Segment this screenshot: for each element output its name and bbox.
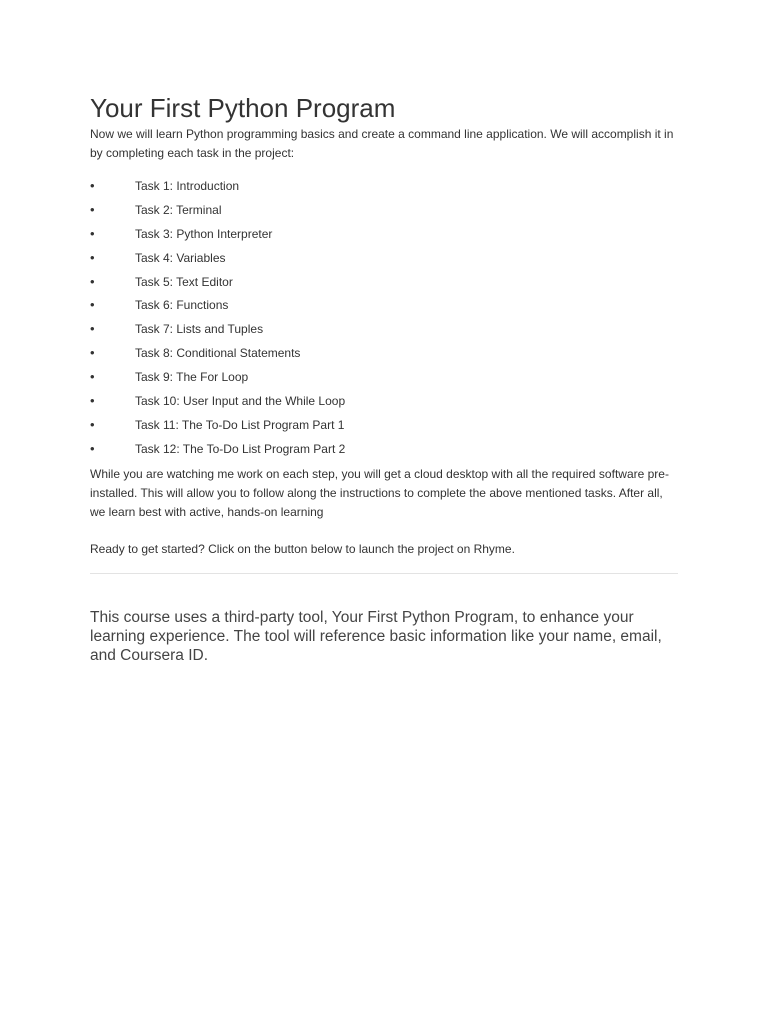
description-paragraph: While you are watching me work on each step, you will get a cloud desktop with all the required software pre-installed. This will allow you to follow along the instructions to complete the above mentioned tasks. After all, we learn best with active, hands-on learning (90, 467, 669, 519)
bullet-icon: • (90, 249, 95, 265)
bullet-icon: • (90, 297, 95, 313)
bullet-icon: • (90, 416, 95, 432)
task-list-item (90, 391, 678, 415)
task-list-item (90, 272, 678, 296)
task-label: Task 1: Introduction (135, 179, 240, 193)
page-title: Your First Python Program (90, 93, 396, 123)
intro-paragraph: Now we will learn Python programming basics and create a command line application. We will accomplish it in by completing each task in the project: (90, 127, 674, 160)
ready-paragraph: Ready to get started? Click on the button below to launch the project on Rhyme. (90, 542, 515, 556)
task-label: Task 8: Conditional Statements (135, 346, 301, 361)
task-list-item (90, 439, 678, 463)
task-label: Task 4: Variables (135, 250, 226, 265)
bullet-icon: • (90, 393, 95, 409)
task-label: Task 9: The For Loop (135, 370, 249, 385)
task-label: Task 5: Text Editor (135, 274, 233, 289)
task-list-item (90, 343, 678, 367)
task-list-item (90, 319, 678, 343)
task-label: Task 10: User Input and the While Loop (135, 394, 346, 409)
bullet-icon: • (90, 321, 95, 337)
task-label: Task 3: Python Interpreter (135, 226, 273, 241)
bullet-icon: • (90, 369, 95, 385)
task-label: Task 2: Terminal (135, 202, 222, 217)
task-list-item (90, 224, 678, 248)
task-list-item (90, 295, 678, 319)
bullet-icon: • (90, 345, 95, 361)
bullet-icon: • (90, 440, 95, 456)
task-list-item (90, 200, 678, 224)
task-label: Task 7: Lists and Tuples (135, 322, 264, 337)
task-label: Task 12: The To-Do List Program Part 2 (135, 441, 346, 456)
task-label: Task 6: Functions (135, 298, 229, 313)
third-party-notice: This course uses a third-party tool, Your First Python Program, to enhance your learning experience. The tool will reference basic information like your name, email, and Coursera ID. (90, 609, 662, 664)
task-list-item (90, 415, 678, 439)
bullet-icon: • (90, 225, 95, 241)
task-list-item (90, 176, 678, 200)
task-list (90, 176, 678, 463)
bullet-icon: • (90, 178, 95, 193)
section-divider (90, 573, 678, 574)
bullet-icon: • (90, 273, 95, 289)
task-list-item (90, 367, 678, 391)
task-label: Task 11: The To-Do List Program Part 1 (135, 417, 345, 432)
task-list-item (90, 248, 678, 272)
bullet-icon: • (90, 201, 95, 217)
